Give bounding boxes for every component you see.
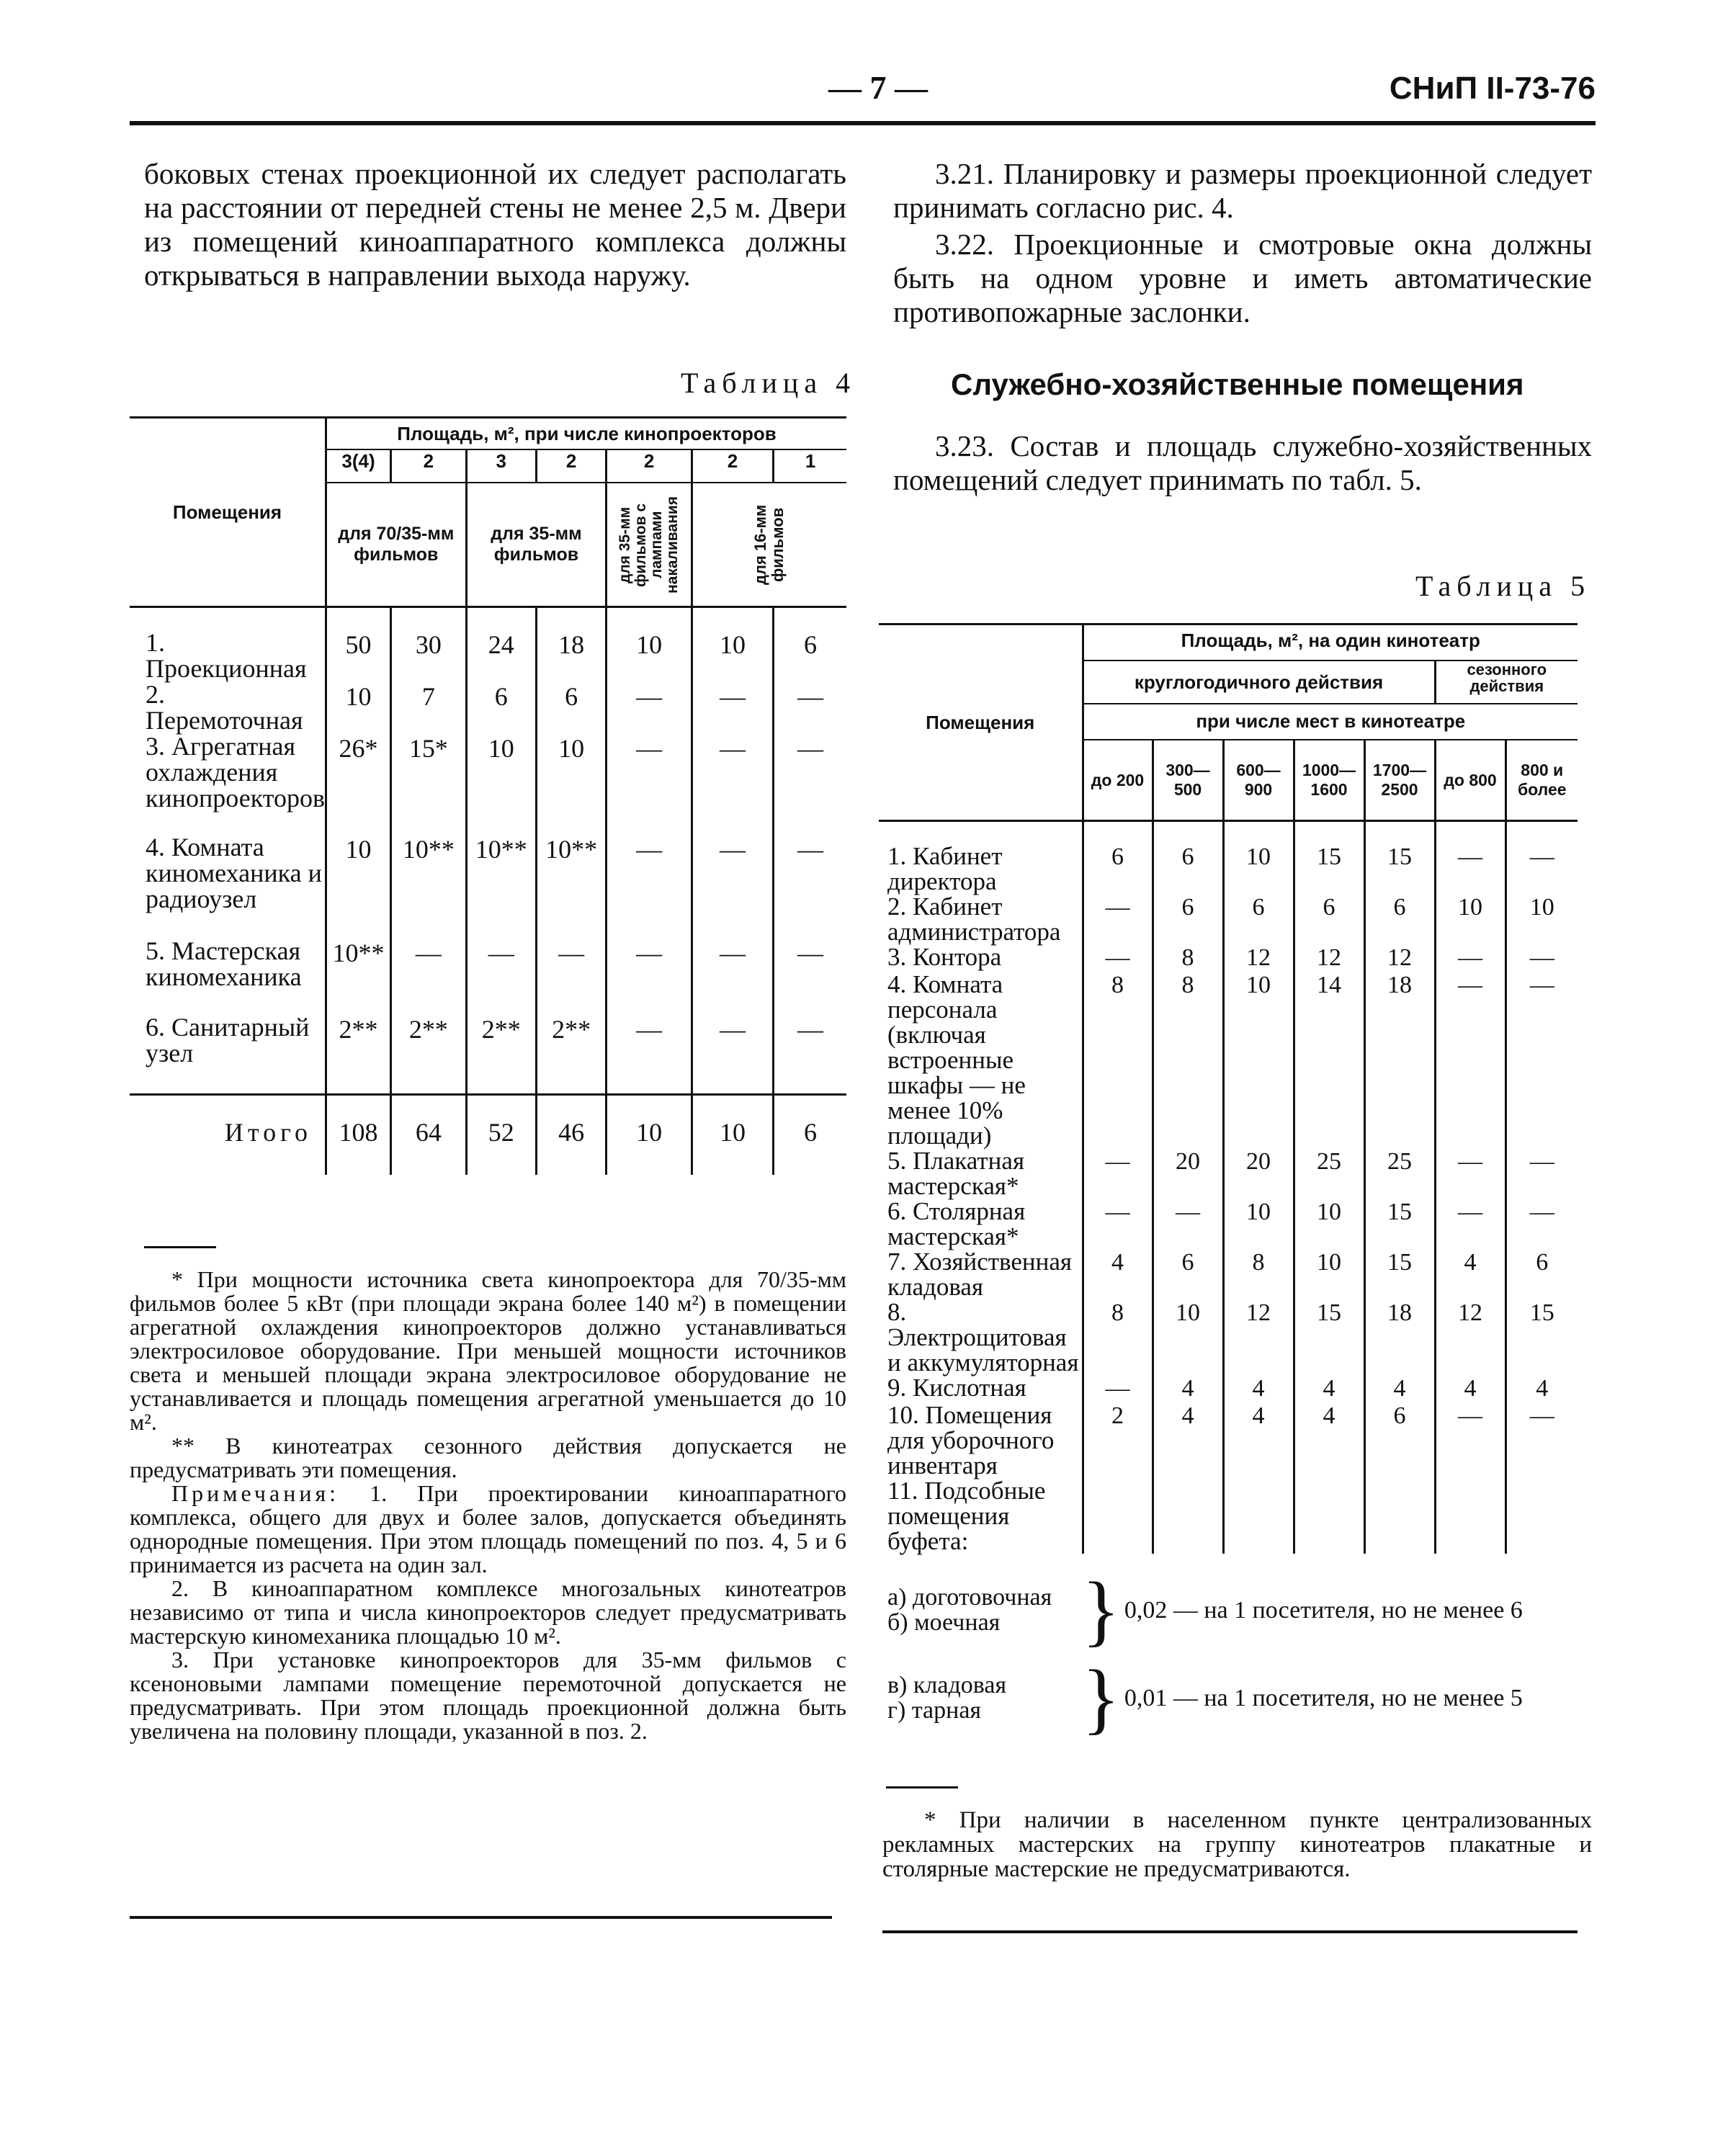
table-row [130,938,846,1014]
buffet-ab-value: 0,02 — на 1 посетителя, но не менее 6 [1124,1596,1523,1624]
t5-cell: — [1505,1148,1578,1199]
t5-cell: 18 [1364,1299,1435,1375]
t4-cell: 10 [607,607,692,682]
t4-cell: — [391,938,466,1014]
t4-total-cell: 108 [326,1095,390,1176]
left-bottom-rule [130,1916,832,1919]
t5-seat-range: 1700—2500 [1364,740,1435,820]
t5-cell: 12 [1223,1299,1294,1375]
t5-cell: — [1083,944,1153,972]
t4-total-cell: 52 [466,1095,536,1176]
t4-cell: 2** [391,1014,466,1095]
t5-cell: 20 [1153,1148,1223,1199]
t4-row-label: 3. Агрегатная охлаждения кинопроекторов [146,732,325,812]
table-4 [130,416,846,1175]
t5-cell: 10 [1435,894,1505,944]
t5-cell: 12 [1294,944,1364,972]
table-5 [879,623,1578,1554]
t5-cell: 4 [1083,1249,1153,1299]
footnote-2: ** В кинотеатрах сезонного действия допускается не предусматривать эти помещения. [130,1433,846,1482]
t5-cell: 8 [1083,1299,1153,1375]
t5-cell: — [1083,894,1153,944]
table-row [879,1249,1578,1299]
t5-cell: 4 [1294,1375,1364,1402]
t5-cell: — [1505,944,1578,972]
t4-total-label: Итого [130,1095,326,1176]
t5-row-label: 8. Электрощитовая и аккумуляторная [887,1298,1079,1376]
t5-cell: 8 [1083,972,1153,1148]
t5-row-label: 11. Подсобные помещения буфета: [887,1477,1046,1555]
t5-cell: 10 [1505,894,1578,944]
t5-cell: 20 [1223,1148,1294,1199]
buffet-item-v: в) кладовая [887,1672,1007,1698]
t5-cell: 2 [1083,1402,1153,1478]
t4-count-3: 3 [466,449,536,483]
notes-heading [130,1482,846,1577]
t5-cell-empty [1223,1478,1294,1554]
t4-cell: 10 [466,733,536,834]
t5-cell: 10 [1294,1199,1364,1249]
t4-count-2: 2 [391,449,466,483]
note-2: 2. В киноаппаратном комплексе многозальных кинотеатров независимо от типа и числа кинопроекторов следует предусматривать мастерскую киномеханика площадью 10 м². [130,1575,846,1649]
t5-cell-empty [1153,1478,1223,1554]
t5-cell: 6 [1505,1249,1578,1299]
t5-cell: 6 [1364,894,1435,944]
t5-cell: 10 [1294,1249,1364,1299]
table-row [879,944,1578,972]
t5-row-label: 4. Комната персонала (включая встроенные шкафы — не менее 10% площади) [887,970,1026,1150]
t5-cell: 8 [1153,944,1223,972]
t4-cell: 10** [466,834,536,938]
buffet-item-b: б) моечная [887,1609,1001,1636]
t4-count-6: 2 [692,449,773,483]
t4-cell: 10 [326,834,390,938]
footnote-1: * При мощности источника света кинопроектора для 70/35-мм фильмов более 5 кВт (при площади экрана более 140 м²) в помещении агрегатной охлаждения кинопроекторов должно устанавливаться электросиловое оборудование. При меньшей мощности источников света и меньшей площади экрана электросиловое оборудование не устанавливается и площадь помещения агрегатной уменьшается до 10 м². [130,1266,846,1435]
t5-row-label: 1. Кабинет директора [887,842,1003,895]
buffet-group-ab [887,1566,1593,1654]
t5-cell: 15 [1364,1249,1435,1299]
t5-seats-header: при числе мест в кинотеатре [1083,704,1578,740]
t4-cell: — [774,834,846,938]
t5-cell: 4 [1435,1375,1505,1402]
t4-cell: 24 [466,607,536,682]
t5-cell: 10 [1153,1299,1223,1375]
t4-cell: 2** [466,1014,536,1095]
t5-cell-empty [1294,1478,1364,1554]
t5-cell: — [1505,821,1578,895]
buffet-item-a: а) доготовочная [887,1584,1052,1611]
t4-cell: — [692,938,773,1014]
t4-cell: — [466,938,536,1014]
t4-cell: — [774,733,846,834]
t5-cell: 12 [1364,944,1435,972]
table-row [130,681,846,733]
t4-cell: 2** [536,1014,606,1095]
t5-cell-empty [1505,1478,1578,1554]
t4-cell: — [692,834,773,938]
t4-cell: — [774,681,846,733]
buffet-group-vg [887,1654,1593,1742]
t5-year-round: круглогодичного действия [1083,661,1435,703]
left-intro-paragraph [144,157,846,292]
t4-cell: 6 [774,607,846,682]
t4-cell: 2** [326,1014,390,1095]
t5-cell: 6 [1294,894,1364,944]
t5-cell: — [1505,972,1578,1148]
t5-cell: 15 [1364,1199,1435,1249]
t5-cell: — [1083,1199,1153,1249]
table-row [879,1478,1578,1554]
t5-cell: 6 [1083,821,1153,895]
t4-count-5: 2 [607,449,692,483]
t4-cell: 10** [536,834,606,938]
table-row [879,1402,1578,1478]
t5-cell: 15 [1294,1299,1364,1375]
t4-cell: 26* [326,733,390,834]
t4-cell: 7 [391,681,466,733]
notes-label: Примечания: [171,1480,340,1506]
t5-row-label: 6. Столярная мастерская* [887,1197,1026,1250]
paragraph-3-23 [893,429,1592,500]
t4-total-cell: 6 [774,1095,846,1176]
brace-icon: } [1082,1654,1120,1742]
section-title: Служебно-хозяйственные помещения [951,367,1524,401]
t4-total-cell: 64 [391,1095,466,1176]
t4-cell: 10** [391,834,466,938]
t4-count-7: 1 [774,449,846,483]
t5-row-label: 3. Контора [887,943,1002,971]
t5-cell: 6 [1153,821,1223,895]
left-footnotes [130,1268,846,1743]
t4-group-35: для 35-мм фильмов [466,483,607,607]
t4-cell: — [692,733,773,834]
t5-cell: — [1435,1148,1505,1199]
t4-cell: 6 [536,681,606,733]
right-footnote [882,1808,1592,1881]
t4-row-label: 6. Санитарный узел [146,1013,310,1067]
t4-group-35-lamps-cell [607,483,692,607]
right-bottom-rule [882,1930,1578,1933]
t5-cell: 25 [1364,1148,1435,1199]
paragraph-3-21: 3.21. Планировку и размеры проекционной следует принимать согласно рис. 4. [893,157,1592,224]
t4-total-cell: 46 [536,1095,606,1176]
footnote-divider-right [886,1786,958,1788]
t4-cell: 10 [326,681,390,733]
t4-cell: 10 [536,733,606,834]
t5-seat-range: 800 и более [1505,740,1578,820]
t4-row-label: 4. Комната киномеханика и радиоузел [146,833,322,913]
paragraph-3-22: 3.22. Проекционные и смотровые окна должны быть на одном уровне и иметь автоматические противопожарные заслонки. [893,228,1592,328]
t5-cell: — [1083,1375,1153,1402]
buffet-vg-labels [887,1673,1082,1723]
t5-seat-range: 300—500 [1153,740,1223,820]
t5-header-area: Площадь, м², на один кинотеатр [1083,624,1578,661]
t4-cell: — [536,938,606,1014]
t5-cell: — [1505,1199,1578,1249]
t5-header-rooms: Помещения [879,624,1083,821]
t5-cell: 10 [1223,821,1294,895]
table-row [879,1299,1578,1375]
footnote-divider-left [144,1246,216,1248]
t5-cell: 10 [1223,1199,1294,1249]
table-row [879,821,1578,895]
table-row [130,1014,846,1095]
t4-group-16-cell [692,483,846,607]
table-5-grid [879,623,1578,1554]
table-4-grid [130,416,846,1175]
t5-cell: 4 [1223,1402,1294,1478]
header-rule [130,121,1596,125]
t4-cell: 50 [326,607,390,682]
t4-row-label: 5. Мастерская киномеханика [146,936,302,991]
table-row [130,733,846,834]
t4-cell: — [607,733,692,834]
buffet-ab-labels [887,1585,1082,1635]
t4-row-label: 2. Перемоточная [146,680,303,735]
table-row [879,894,1578,944]
t4-total-cell: 10 [692,1095,773,1176]
t5-cell: 12 [1223,944,1294,972]
t4-cell: — [607,1014,692,1095]
table-row [130,607,846,682]
t4-cell: — [692,681,773,733]
buffet-subrows [887,1566,1593,1742]
table-row [879,1199,1578,1249]
t5-cell: 4 [1505,1375,1578,1402]
t5-cell: 14 [1294,972,1364,1148]
table-row [130,834,846,938]
t5-cell: 12 [1435,1299,1505,1375]
document-code: СНиП II-73-76 [1389,71,1596,106]
t4-cell: — [607,681,692,733]
t4-count-4: 2 [536,449,606,483]
right-footnote-text: * При наличии в населенном пункте централизованных рекламных мастерских на группу кинотеатров плакатные и столярные мастерские не предусматриваются. [882,1807,1592,1882]
table-total-row [130,1095,846,1176]
t5-row-label: 5. Плакатная мастерская* [887,1147,1025,1200]
t5-cell: 4 [1364,1375,1435,1402]
t5-cell-empty [1083,1478,1153,1554]
t4-cell: — [607,834,692,938]
t5-cell: — [1435,972,1505,1148]
t4-cell: 10 [692,607,773,682]
note-1: 1. При проектировании киноаппаратного комплекса, общего для двух и более залов, допускается объединять однородные помещения. При этом площадь помещений по поз. 4, 5 и 6 принимается из расчета на один зал. [130,1480,847,1577]
table-row [879,1148,1578,1199]
t5-row-label: 2. Кабинет администратора [887,892,1061,946]
t4-cell: — [607,938,692,1014]
t4-cell: 15* [391,733,466,834]
table-5-caption: Таблица 5 [1415,570,1591,602]
table-row [879,972,1578,1148]
t5-cell: 10 [1223,972,1294,1148]
t4-total-cell: 10 [607,1095,692,1176]
t4-cell: 30 [391,607,466,682]
t5-cell: 18 [1364,972,1435,1148]
t4-header-rooms: Помещения [130,418,326,607]
t5-cell: 6 [1153,894,1223,944]
t5-cell: 4 [1153,1402,1223,1478]
t5-cell: 8 [1223,1249,1294,1299]
t4-cell: 18 [536,607,606,682]
t5-cell: 15 [1364,821,1435,895]
t4-row-label: 1. Проекционная [146,628,307,683]
t5-cell: 4 [1223,1375,1294,1402]
t5-cell: 6 [1364,1402,1435,1478]
t5-cell: — [1435,944,1505,972]
t5-cell-empty [1364,1478,1435,1554]
t4-group-70-35: для 70/35-мм фильмов [326,483,466,607]
right-intro [893,157,1592,332]
t4-group-35-lamps: для 35-мм фильмов с лампами накаливания [617,496,681,594]
t5-cell: — [1435,1199,1505,1249]
brace-icon: } [1082,1566,1120,1654]
t4-cell: — [774,1014,846,1095]
t5-cell: — [1435,1402,1505,1478]
t5-cell: 4 [1435,1249,1505,1299]
t5-seat-range: до 800 [1435,740,1505,820]
left-intro-text: боковых стенах проекционной их следует располагать на расстоянии от передней стены не менее 2,5 м. Двери из помещений киноаппаратного комплекса должны открываться в направлении выхода наружу. [144,157,846,292]
t5-cell: — [1435,821,1505,895]
t5-cell: 25 [1294,1148,1364,1199]
paragraph-3-23-text: 3.23. Состав и площадь служебно-хозяйственных помещений следует принимать по табл. 5. [893,429,1592,496]
buffet-vg-value: 0,01 — на 1 посетителя, но не менее 5 [1124,1684,1523,1711]
note-3: 3. При установке кинопроекторов для 35-мм фильмов с ксеноновыми лампами помещение перемоточной допускается не предусматривать. При этом площадь проекционной должна быть увеличена на половину площади, указанной в поз. 2. [130,1647,846,1744]
table-4-caption: Таблица 4 [681,367,856,399]
page-number: — 7 — [828,69,928,106]
t4-group-16: для 16-мм фильмов [751,504,787,585]
t5-cell: — [1153,1199,1223,1249]
t4-cell: 10** [326,938,390,1014]
t5-cell: 4 [1153,1375,1223,1402]
t5-cell: 15 [1294,821,1364,895]
t5-seat-range: 1000—1600 [1294,740,1364,820]
t5-row-label: 9. Кислотная [887,1374,1026,1402]
t4-cell: — [774,938,846,1014]
t5-row-label: 10. Помещения для уборочного инвентаря [887,1401,1055,1479]
t5-cell: 8 [1153,972,1223,1148]
t5-seat-range: до 200 [1083,740,1153,820]
t5-cell: — [1505,1402,1578,1478]
t5-cell: 4 [1294,1402,1364,1478]
buffet-item-g: г) тарная [887,1697,982,1724]
t5-row-label: 7. Хозяйственная кладовая [887,1248,1073,1301]
t5-cell-empty [1435,1478,1505,1554]
t5-cell: 15 [1505,1299,1578,1375]
t5-cell: 6 [1223,894,1294,944]
t4-count-1: 3(4) [326,449,390,483]
t4-header-area: Площадь, м², при числе кинопроекторов [326,418,846,450]
t5-seasonal: сезонного действия [1435,661,1578,703]
t4-cell: 6 [466,681,536,733]
t5-seat-range: 600—900 [1223,740,1294,820]
t5-cell: 6 [1153,1249,1223,1299]
table-row [879,1375,1578,1402]
t4-cell: — [692,1014,773,1095]
t5-cell: — [1083,1148,1153,1199]
